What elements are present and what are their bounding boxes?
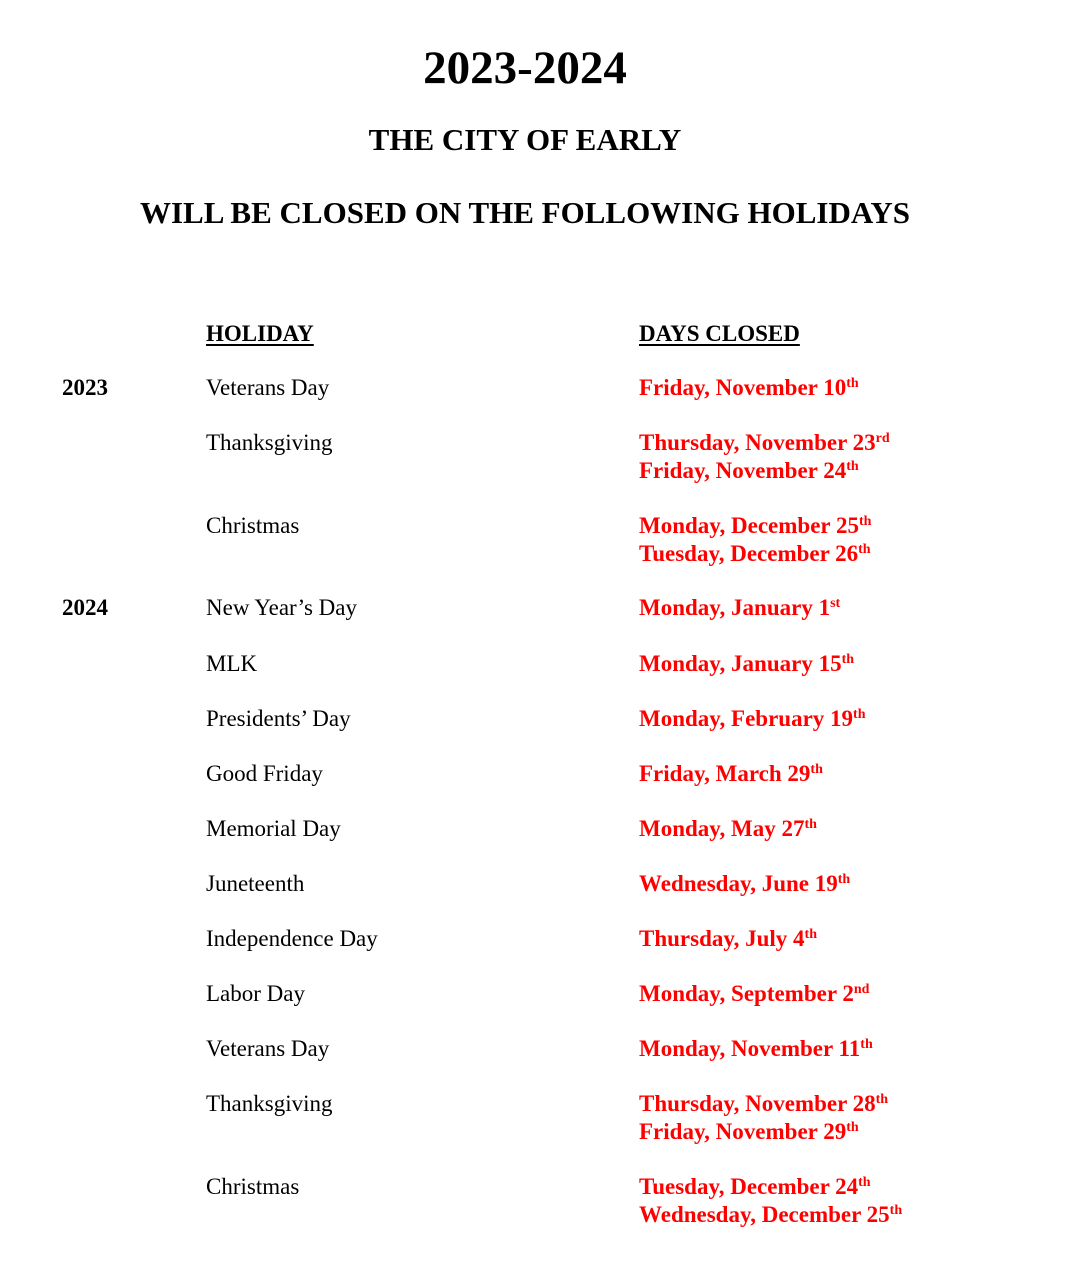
ordinal-suffix: rd <box>875 431 890 446</box>
closed-date-text: Thursday, November 28 <box>639 1091 876 1116</box>
ordinal-suffix: th <box>804 927 817 942</box>
closed-date-text: Wednesday, June 19 <box>639 871 838 896</box>
city-heading: THE CITY OF EARLY <box>368 122 682 157</box>
closed-date <box>639 374 859 402</box>
ordinal-suffix: th <box>837 872 851 887</box>
holiday-name: Presidents’ Day <box>206 706 351 731</box>
ordinal-suffix: th <box>858 514 872 529</box>
closed-date <box>639 760 823 788</box>
ordinal-suffix: st <box>830 596 841 611</box>
closed-date <box>639 815 817 843</box>
closed-date-text: Tuesday, December 24 <box>639 1174 859 1199</box>
closure-subtitle: WILL BE CLOSED ON THE FOLLOWING HOLIDAYS <box>139 195 911 230</box>
days-closed <box>639 925 817 953</box>
days-closed-column-header: DAYS CLOSED <box>639 321 800 346</box>
closed-date-text: Monday, September 2 <box>639 981 854 1006</box>
days-closed <box>639 1035 873 1063</box>
closed-date <box>639 429 890 457</box>
holiday-name: Christmas <box>206 1174 300 1199</box>
closed-date <box>639 594 840 622</box>
holiday-name: Thanksgiving <box>206 430 333 455</box>
days-closed <box>639 1090 888 1146</box>
ordinal-suffix: th <box>889 1203 903 1218</box>
closed-date-text: Monday, January 15 <box>639 651 842 676</box>
closed-date-text: Monday, February 19 <box>639 706 854 731</box>
page-title: 2023-2024 <box>423 42 627 94</box>
holiday-name: Memorial Day <box>206 816 341 841</box>
holiday-column-header: HOLIDAY <box>206 321 314 346</box>
closed-date-text: Tuesday, December 26 <box>639 541 859 566</box>
closed-date-text: Friday, November 29 <box>639 1119 847 1144</box>
closed-date <box>639 512 871 540</box>
closed-date <box>639 980 869 1008</box>
holiday-name: Thanksgiving <box>206 1091 333 1116</box>
holiday-name: Juneteenth <box>206 871 305 896</box>
days-closed <box>639 815 817 843</box>
days-closed <box>639 760 823 788</box>
days-closed <box>639 1173 902 1229</box>
holiday-name: Veterans Day <box>206 1036 330 1061</box>
closed-date <box>639 1173 902 1201</box>
year-label: 2024 <box>62 595 108 620</box>
days-closed <box>639 374 859 402</box>
holiday-name: Labor Day <box>206 981 305 1006</box>
closed-date-text: Thursday, July 4 <box>639 926 805 951</box>
holiday-name: Independence Day <box>206 926 378 951</box>
days-closed <box>639 650 854 678</box>
ordinal-suffix: th <box>804 817 817 832</box>
ordinal-suffix: nd <box>853 982 870 997</box>
ordinal-suffix: th <box>875 1092 889 1107</box>
holiday-name: New Year’s Day <box>206 595 357 620</box>
ordinal-suffix: th <box>841 652 855 667</box>
closed-date <box>639 1090 888 1118</box>
holiday-name: MLK <box>206 651 258 676</box>
ordinal-suffix: th <box>846 1120 859 1135</box>
closed-date-text: Friday, March 29 <box>639 761 811 786</box>
ordinal-suffix: th <box>858 542 871 557</box>
holiday-name: Good Friday <box>206 761 323 786</box>
closed-date <box>639 870 850 898</box>
holiday-name: Veterans Day <box>206 375 330 400</box>
holiday-name: Christmas <box>206 513 300 538</box>
closed-date-text: Monday, May 27 <box>639 816 805 841</box>
ordinal-suffix: th <box>810 762 823 777</box>
ordinal-suffix: th <box>846 376 859 391</box>
days-closed <box>639 870 850 898</box>
closed-date <box>639 540 871 568</box>
closed-date-text: Friday, November 24 <box>639 458 847 483</box>
days-closed <box>639 980 869 1008</box>
days-closed <box>639 594 840 622</box>
closed-date <box>639 925 817 953</box>
closed-date <box>639 457 890 485</box>
closed-date-text: Monday, January 1 <box>639 595 831 620</box>
days-closed <box>639 705 865 733</box>
closed-date-text: Monday, November 11 <box>639 1036 861 1061</box>
ordinal-suffix: th <box>860 1037 873 1052</box>
ordinal-suffix: th <box>853 707 866 722</box>
days-closed <box>639 512 871 568</box>
closed-date <box>639 1118 888 1146</box>
closed-date-text: Friday, November 10 <box>639 375 847 400</box>
closed-date-text: Monday, December 25 <box>639 513 859 538</box>
days-closed <box>639 429 890 485</box>
ordinal-suffix: th <box>858 1175 871 1190</box>
closed-date <box>639 1201 902 1229</box>
closed-date <box>639 650 854 678</box>
closed-date <box>639 1035 873 1063</box>
year-label: 2023 <box>62 375 108 400</box>
closed-date-text: Thursday, November 23 <box>639 430 876 455</box>
ordinal-suffix: th <box>846 459 859 474</box>
closed-date <box>639 705 865 733</box>
closed-date-text: Wednesday, December 25 <box>639 1202 890 1227</box>
